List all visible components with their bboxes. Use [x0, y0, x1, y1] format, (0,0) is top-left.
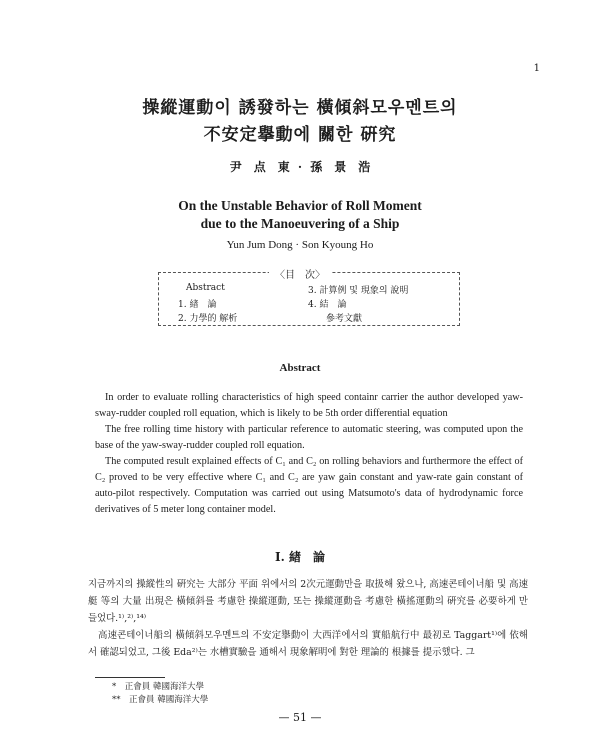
abstract-paragraph-3: The computed result explained effects of C₁ and C₂ on rolling behaviors and furthermore the effect of C₂ proved to be very effective where C₁ and C₂ are yaw gain constant and yaw-rate gain constant of auto-pilot respectively. Computation was carried out using Matsumoto's data of hydrodynamic force derivatives of 5 meter long container model.	[95, 456, 523, 515]
korean-authors	[0, 158, 600, 175]
footnote-1: * 正會員 韓國海洋大學	[112, 682, 204, 692]
english-authors: Yun Jum Dong · Son Kyoung Ho	[226, 239, 374, 251]
author-separator: ·	[297, 160, 303, 174]
abstract-paragraph-1: In order to evaluate rolling characteristics of high speed containr carrier the author developed yaw-sway-rudder coupled roll equation, which is likely to be 5th order differential equation	[95, 392, 523, 419]
section-1-paragraph-2: 高速콘테이너船의 橫傾斜모우멘트의 不安定擧動이 大西洋에서의 實船航行中 最初로 Taggart¹⁾에 依해서 確認되었고, 그後 Eda²⁾는 水槽實驗을 通해서 現象解明에 對한 理論的 根據를 提示했다. 그	[88, 630, 528, 658]
abstract-paragraph-2: The free rolling time history with particular reference to automatic steering, was computed upon the base of the yaw-sway-rudder coupled roll equation.	[95, 424, 523, 451]
korean-title-line-1: 操縱運動이 誘發하는 橫傾斜모우멘트의	[142, 98, 458, 118]
footnote-divider	[95, 677, 165, 678]
page-number-bottom: — 51 —	[278, 711, 322, 724]
section-1-paragraph-1: 지금까지의 操縱性의 硏究는 大部分 平面 위에서의 2次元運動만을 取扱해 왔으나, 高速콘테이너船 및 高速艇 等의 大量 出現은 橫傾斜를 考慮한 操縱運動, 또는 操縱運動을 考慮한 橫搖運動의 硏究를 必要하게 만들었다.¹⁾,²⁾,¹⁴⁾	[88, 579, 528, 624]
footnote-2: ** 正會員 韓國海洋大學	[112, 695, 209, 705]
toc-item-references: 參考文獻	[326, 314, 363, 324]
author-2-ko: 孫 景 浩	[310, 160, 371, 174]
abstract-body	[95, 390, 523, 518]
section-1-body	[88, 576, 528, 661]
korean-title-line-2: 不安定擧動에 關한 硏究	[203, 125, 397, 145]
toc-heading: 〈目 次〉	[0, 266, 600, 281]
english-title-line-2: due to the Manoeuvering of a Ship	[200, 216, 400, 231]
toc-item-examples: 3. 計算例 및 現象의 說明	[308, 286, 409, 296]
author-1-ko: 尹 点 東	[229, 160, 290, 174]
toc-item-abstract: Abstract	[186, 283, 225, 293]
page-number-top: 1	[533, 63, 540, 74]
toc-item-conclusion: 4. 結 論	[308, 300, 347, 310]
toc-item-introduction: 1. 緖 論	[178, 300, 217, 310]
section-1-heading: I. 緖 論	[275, 550, 325, 564]
toc-item-analysis: 2. 力學的 解析	[178, 314, 238, 324]
abstract-heading: Abstract	[279, 362, 321, 374]
english-title-line-1: On the Unstable Behavior of Roll Moment	[178, 198, 422, 213]
